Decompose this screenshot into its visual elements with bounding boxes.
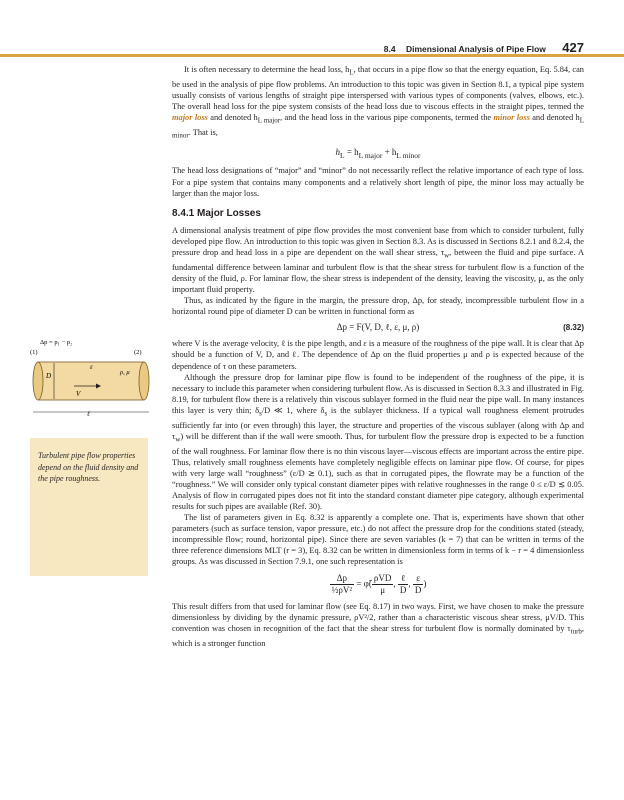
- keyword-minor-loss: minor loss: [493, 113, 530, 123]
- equation-head-loss: $h_L = h_{L major} + h_{L minor}$: [335, 146, 421, 160]
- running-title: Dimensional Analysis of Pipe Flow: [405, 44, 546, 54]
- fraction-pressure: $\frac{\Delta p}{\text{½ρV²}}$: [331, 572, 353, 595]
- fluid-properties-label: ρ, μ: [120, 369, 130, 376]
- station-1-label: (1): [30, 349, 38, 356]
- station-2-label: (2): [134, 349, 142, 356]
- velocity-label: V: [76, 390, 81, 398]
- section-paragraph-3: where V is the average velocity, ℓ is the pipe length, and ε is a measure of the roughness of the pipe wall. It is clear that Δp should be a function of V, D, and ℓ. The dependence of Δp on the fluid properties μ and ρ is expected because of the dependence of τ on these parameters.: [172, 339, 584, 371]
- section-paragraph-5: The list of parameters given in Eq. 8.32 is apparently a complete one. That is, experiments have shown that other parameters (such as surface tension, vapor pressure, etc.) do not affect the pressure drop for the conditions stated (steady, incompressible flow; round, horizontal pipe). Since there are seven variables (k = 7) that can be written in terms of the three reference dimensions MLT (r = 3), Eq. 8.32 can be written in dimensionless form in terms of k − r = 4 dimensionless groups. As was discussed in Section 7.9.1, one such representation is: [172, 513, 584, 567]
- page-number: 427: [562, 40, 584, 55]
- diameter-label: D: [46, 372, 52, 380]
- pipe-end-left: [33, 362, 43, 400]
- pipe-end-right: [139, 362, 149, 400]
- margin-note-text: Turbulent pipe flow properties depend on the fluid density and the pipe roughness.: [38, 451, 139, 483]
- equation-dimensionless: $\frac{\Delta p}{\text{½ρV²}}$ = φ̃( $\frac{\text{ρVD}}{\mu}$ , $\frac{\text{ℓ}}{D}$ , $\frac{\varepsilon}{D}$ ): [331, 572, 427, 595]
- equation-8-32-body: Δp = F(V, D, ℓ, ε, μ, ρ): [336, 322, 420, 333]
- keyword-major-loss: major loss: [172, 113, 208, 123]
- section-heading: 8.4.1 Major Losses: [172, 207, 261, 219]
- pipe-diagram: [30, 340, 150, 420]
- length-label: ℓ: [87, 410, 90, 418]
- section-paragraph-1: A dimensional analysis treatment of pipe flow provides the most convenient base from which to consider turbulent, fully developed pipe flow. An introduction to this topic was given in Section 8.3. As is discussed in Sections 8.2.1 and 8.2.4, the pressure drop and head loss in a pipe are dependent on the wall shear stress, $\tau_w$, between the fluid and pipe surface. A fundamental difference between laminar and turbulent flow is that the shear stress for turbulent flow is a function of the density of the fluid, ρ. For laminar flow, the shear stress is independent of the density, leaving the viscosity, μ, as the only important fluid property.: [172, 225, 584, 294]
- main-text-column: [172, 64, 584, 649]
- intro-paragraph-1: It is often necessary to determine the head loss, $h_L$, that occurs in a pipe flow so that the energy equation, Eq. 5.84, can be used in the analysis of pipe flow problems. An introduction to this topic was given in Section 8.1, a typical pipe system usually consists of various lengths of straight pipe interspersed with various types of components (valves, elbows, etc.). The overall head loss for the pipe system consists of the head loss due to viscous effects in the straight pipes, termed the major loss and denoted $h_{L major}$, and the head loss in the various pipe components, termed the minor loss and denoted $h_{L minor}$. That is,: [172, 65, 584, 140]
- roughness-label: ε: [90, 363, 93, 371]
- running-header: [300, 40, 584, 55]
- section-paragraph-2: Thus, as indicated by the figure in the margin, the pressure drop, Δp, for steady, incompressible turbulent flow in a horizontal round pipe of diameter D can be written in functional form as: [172, 296, 584, 317]
- section-number: 8.4: [383, 44, 396, 54]
- pressure-drop-label: Δp = p₁ − p₂: [40, 340, 73, 346]
- margin-note: [30, 438, 148, 576]
- equation-number: (8.32): [563, 323, 584, 333]
- section-paragraph-6: This result differs from that used for laminar flow (see Eq. 8.17) in two ways. First, we have chosen to make the pressure dimensionless by dividing by the dynamic pressure, ρV²/2, rather than a characteristic viscous shear stress, μV/D. This convention was chosen in recognition of the fact that the shear stress for turbulent flow is normally dominated by $\tau_{turb}$, which is a stronger function: [172, 601, 584, 648]
- section-paragraph-4: Although the pressure drop for laminar pipe flow is found to be independent of the roughness of the pipe, it is necessary to include this parameter when considering turbulent flow. As is discussed in Section 8.3.3 and illustrated in Fig. 8.19, for turbulent flow there is a relatively thin viscous sublayer formed in the fluid near the pipe wall. In many instances this layer is very thin; $\delta_s/D$ ≪ 1, where $\delta_s$ is the sublayer thickness. If a typical wall roughness element protrudes sufficiently far into (or even through) this layer, the structure and properties of the viscous sublayer (along with Δp and $\tau_w$) will be different than if the wall were smooth. Thus, for turbulent flow the pressure drop is expected to be a function of the wall roughness. For laminar flow there is no thin viscous layer—viscous effects are important across the entire pipe. Thus, relatively small roughness elements have completely negligible effects on laminar pipe flow. Of course, for pipes with very large wall “roughness” (ε/D ≳ 0.1), such as that in corrugated pipes, the flowrate may be a function of the “roughness.” We will consider only typical constant diameter pipes with relative roughnesses in the range 0 ≤ ε/D ≲ 0.05. Analysis of flow in corrugated pipes does not fit into the standard constant diameter pipe category, although experimental results for such pipes are available (Ref. 30).: [172, 372, 584, 512]
- intro-paragraph-2: The head loss designations of “major” and “minor” do not necessarily reflect the relative importance of each type of loss. For a pipe system that contains many components and a relatively short length of pipe, the minor loss may actually be larger than the major loss.: [172, 166, 584, 198]
- equation-8-32: [172, 322, 584, 333]
